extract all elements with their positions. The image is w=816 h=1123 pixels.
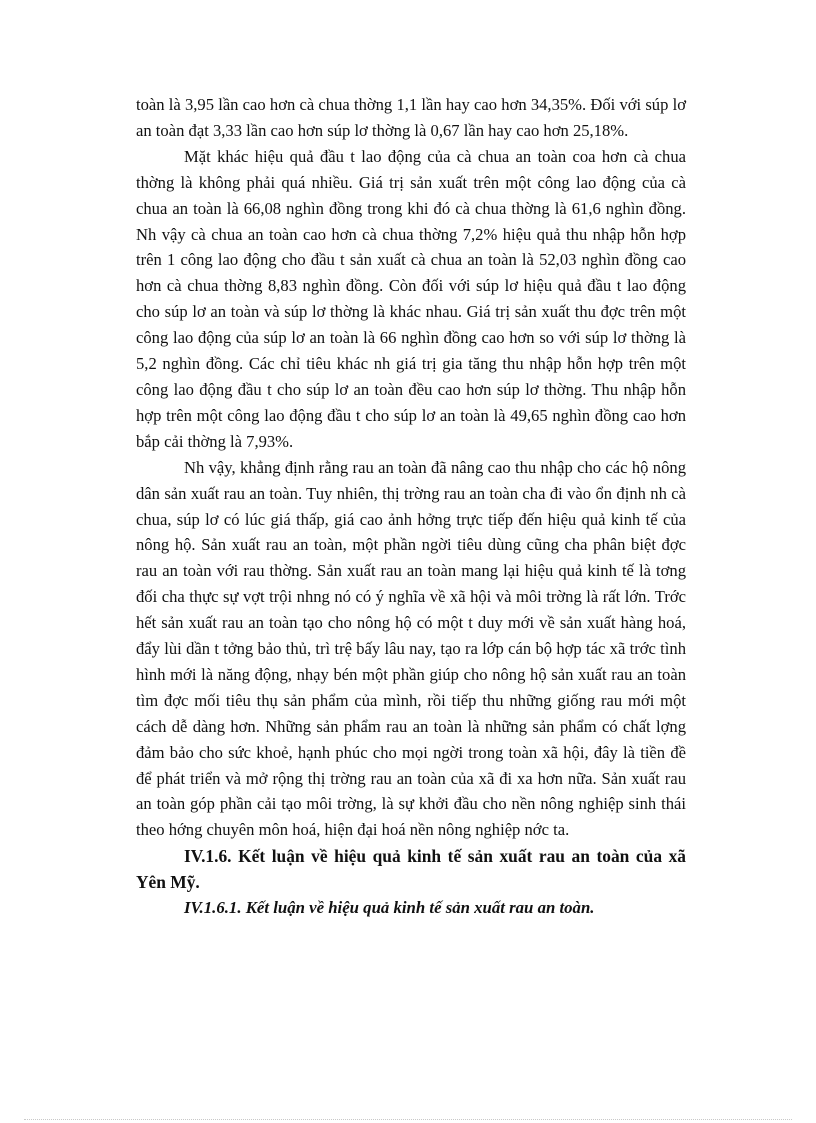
paragraph-2: Mặt khác hiệu quả đầu t lao động của cà chua an toàn coa hơn cà chua thờng là không phải quá nhiều. Giá trị sản xuất trên một công lao động của cà chua an toàn là 66,08 nghìn đồng trong khi đó cà chua thờng là 61,6 nghìn đồng. Nh vậy cà chua an toàn cao hơn cà chua thờng 7,2% hiệu quả thu nhập hỗn hợp trên 1 công lao động cho đầu t sản xuất cà chua an toàn là 52,03 nghìn đồng cao hơn cà chua thờng 8,83 nghìn đồng. Còn đối với súp lơ hiệu quả đầu t lao động cho súp lơ an toàn và súp lơ thờng là khác nhau. Giá trị sản xuất thu đợc trên một công lao động của súp lơ an toàn là 66 nghìn đồng cao hơn so với súp lơ thờng là 5,2 nghìn đồng. Các chỉ tiêu khác nh giá trị gia tăng thu nhập hỗn hợp trên một công lao động đầu t cho súp lơ an toàn đều cao hơn súp lơ thờng. Thu nhập hỗn hợp trên một công lao động đầu t cho súp lơ an toàn là 49,65 nghìn đồng cao hơn bắp cải thờng là 7,93%. (136, 146, 686, 451)
section-heading: IV.1.6. Kết luận về hiệu quả kinh tế sản xuất rau an toàn của xã Yên Mỹ. (136, 846, 686, 893)
subsection-heading: IV.1.6.1. Kết luận về hiệu quả kinh tế sản xuất rau an toàn. (184, 898, 595, 918)
paragraph-1: toàn là 3,95 lần cao hơn cà chua thờng 1,1 lần hay cao hơn 34,35%. Đối với súp lơ an toàn đạt 3,33 lần cao hơn súp lơ thờng là 0,67 lần hay cao hơn 25,18%. (136, 95, 686, 140)
page-bottom-border (24, 1119, 792, 1120)
paragraph-3: Nh vậy, khẳng định rằng rau an toàn đã nâng cao thu nhập cho các hộ nông dân sản xuất rau an toàn. Tuy nhiên, thị trờng rau an toàn cha đi vào ổn định nh cà chua, súp lơ có lúc giá thấp, giá cao ảnh hởng trực tiếp đến hiệu quả kinh tế của nông hộ. Sản xuất rau an toàn, một phần ngời tiêu dùng cũng cha phân biệt đợc rau an toàn với rau thờng. Sản xuất rau an toàn mang lại hiệu quả kinh tế là tơng đối cha thực sự vợt trội nhng nó có ý nghĩa về xã hội và môi trờng là rất lớn. Trớc hết sản xuất rau an toàn tạo cho nông hộ có một t duy mới về sản xuất hàng hoá, đẩy lùi dần t tởng bảo thủ, trì trệ bấy lâu nay, tạo ra lớp cán bộ hợp tác xã trớc tình hình mới là năng động, nhạy bén một phần giúp cho nông hộ sản xuất rau an toàn tìm đợc mối tiêu thụ sản phẩm của mình, rồi tiếp thu những giống rau mới một cách dễ dàng hơn. Những sản phẩm rau an toàn là những sản phẩm có chất lợng đảm bảo cho sức khoẻ, hạnh phúc cho mọi ngời trong toàn xã hội, đây là tiền đề để phát triển và mở rộng thị trờng rau an toàn của xã đi xa hơn nữa. Sản xuất rau an toàn góp phần cải tạo môi trờng, là sự khởi đầu cho nền nông nghiệp sinh thái theo hớng chuyên môn hoá, hiện đại hoá nền nông nghiệp nớc ta. (136, 457, 686, 840)
document-body (136, 92, 686, 921)
